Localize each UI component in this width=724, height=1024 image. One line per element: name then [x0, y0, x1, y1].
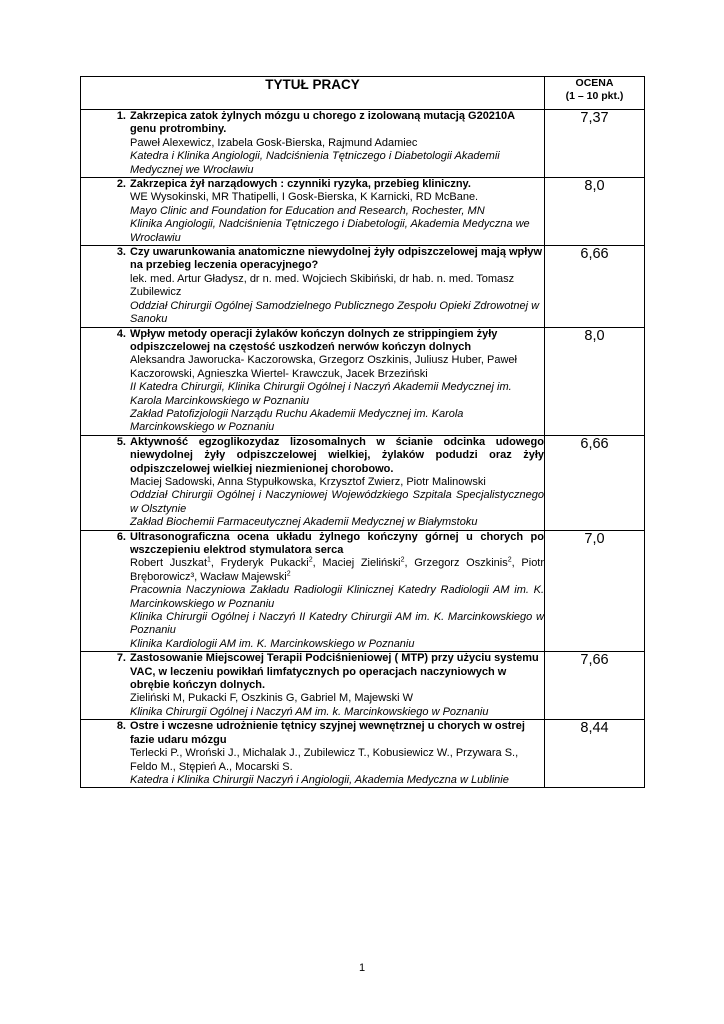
entry-affiliation: Zakład Patofizjologii Narządu Ruchu Akademii Medycznej im. Karola Marcinkowskiego w Poznaniu	[130, 407, 464, 434]
entry-number: 5.	[116, 435, 126, 448]
entry-affiliation: Klinika Chirurgii Ogólnej i Naczyń AM im. k. Marcinkowskiego w Poznaniu	[130, 705, 489, 718]
author-name: , Maciej Zieliński	[312, 557, 401, 570]
entry-affiliation: Klinika Kardiologii AM im. K. Marcinkowskiego w Poznaniu	[130, 637, 415, 650]
entry-number: 7.	[116, 652, 126, 665]
author-name: , Fryderyk Pukacki	[210, 557, 309, 570]
entry-cell	[81, 435, 545, 530]
author-name: , Grzegorz Oszkinis	[404, 557, 508, 570]
entry-number: 4.	[116, 327, 126, 340]
entry-affiliation: Mayo Clinic and Foundation for Education and Research, Rochester, MN	[130, 204, 485, 217]
evaluation-table	[80, 76, 645, 788]
table-row	[81, 178, 645, 246]
entry-authors: Zieliński M, Pukacki F, Oszkinis G, Gabriel M, Majewski W	[130, 692, 413, 705]
entry-authors: WE Wysokinski, MR Thatipelli, I Gosk-Bierska, K Karnicki, RD McBane.	[130, 191, 479, 204]
score-cell: 7,66	[545, 652, 645, 720]
score-cell: 6,66	[545, 246, 645, 327]
entry-number: 3.	[116, 246, 126, 259]
entry-authors: Terlecki P., Wroński J., Michalak J., Zubilewicz T., Kobusiewicz W., Przywara S., Feldo M., Stępień A., Mocarski S.	[130, 747, 519, 773]
entry-cell	[81, 246, 545, 327]
table-row	[81, 652, 645, 720]
entry-title: Ultrasonograficzna ocena układu żylnego kończyny górnej u chorych po wszczepieniu elektrod stymulatora serca	[130, 530, 544, 556]
table-header-row	[81, 77, 645, 110]
score-cell: 7,0	[545, 530, 645, 652]
entry-cell	[81, 327, 545, 435]
entry-affiliation: Katedra i Klinika Angiologii, Nadciśnienia Tętniczego i Diabetologii Akademii Medycznej we Wrocławiu	[130, 150, 500, 176]
entry-title: Aktywność egzoglikozydaz lizosomalnych w ścianie odcinka udowego niewydolnej żyły odpiszczelowej wielkiej, żylaków podudzi oraz żyły odpiszczelowej wielkiej niezmienionej chorobowo.	[130, 435, 544, 475]
entry-affiliation: Oddział Chirurgii Ogólnej i Naczyniowej Wojewódzkiego Szpitala Specjalistycznego w Olsztynie	[130, 489, 544, 515]
entry-title: Ostre i wczesne udrożnienie tętnicy szyjnej wewnętrznej u chorych w ostrej fazie udaru mózgu	[130, 720, 525, 746]
entry-cell	[81, 720, 545, 788]
entry-authors	[130, 557, 544, 584]
author-affiliation-mark: 1	[207, 556, 211, 564]
author-affiliation-mark: 2	[308, 556, 313, 564]
entry-number: 1.	[116, 110, 126, 122]
score-cell: 6,66	[545, 435, 645, 530]
entry-affiliation: Klinika Chirurgii Ogólnej i Naczyń II Katedry Chirurgii AM im. K. Marcinkowskiego w Poznaniu	[130, 611, 544, 637]
score-cell: 8,0	[545, 178, 645, 246]
score-column-header	[545, 77, 645, 110]
entry-cell	[81, 110, 545, 178]
author-name: , Piotr Bręborowicz³, Wacław Majewski	[130, 557, 545, 583]
entry-title: Zastosowanie Miejscowej Terapii Podciśnieniowej ( MTP) przy użyciu systemu VAC, w leczeniu powikłań limfatycznych po operacjach naczyniowych w obrębie kończyn dolnych.	[130, 652, 539, 692]
page-number: 1	[358, 962, 366, 974]
author-affiliation-mark: 2	[507, 556, 512, 564]
entry-cell	[81, 530, 545, 652]
table-row	[81, 246, 645, 327]
entry-number: 8.	[116, 720, 126, 733]
score-header-line2: (1 – 10 pkt.)	[565, 90, 624, 102]
author-affiliation-mark: 2	[400, 556, 405, 564]
title-column-header: TYTUŁ PRACY	[81, 77, 545, 110]
entry-authors: Paweł Alexewicz, Izabela Gosk-Bierska, Rajmund Adamiec	[130, 136, 418, 149]
score-header-line1: OCENA	[575, 77, 614, 89]
entry-authors: Maciej Sadowski, Anna Stypułkowska, Krzysztof Zwierz, Piotr Malinowski	[130, 475, 486, 488]
entry-cell	[81, 178, 545, 246]
entry-affiliation: Katedra i Klinika Chirurgii Naczyń i Angiologii, Akademia Medyczna w Lublinie	[130, 773, 509, 786]
entry-affiliation: II Katedra Chirurgii, Klinika Chirurgii Ogólnej i Naczyń Akademii Medycznej im. Karola Marcinkowskiego w Poznaniu	[130, 381, 512, 407]
entry-title: Zakrzepica żył narządowych : czynniki ryzyka, przebieg kliniczny.	[130, 178, 471, 191]
entry-affiliation: Oddział Chirurgii Ogólnej Samodzielnego Publicznego Zespołu Opieki Zdrowotnej w Sanoku	[130, 299, 540, 326]
author-name: Robert Juszkat	[130, 557, 208, 570]
author-affiliation-mark: 2	[286, 570, 291, 578]
table-body	[81, 110, 645, 788]
table-row	[81, 435, 645, 530]
entry-affiliation: Pracownia Naczyniowa Zakładu Radiologii Klinicznej Katedry Radiologii AM im. K. Marcinkowskiego w Poznaniu	[130, 584, 544, 610]
entry-affiliation: Zakład Biochemii Farmaceutycznej Akademii Medycznej w Białymstoku	[130, 516, 478, 529]
score-cell: 8,44	[545, 720, 645, 788]
table-row	[81, 720, 645, 788]
entry-number: 2.	[116, 178, 126, 191]
score-cell: 7,37	[545, 110, 645, 178]
entry-title: Zakrzepica zatok żylnych mózgu u chorego z izolowaną mutacją G20210A genu protrombiny.	[130, 110, 515, 136]
entry-authors: lek. med. Artur Gładysz, dr n. med. Wojciech Skibiński, dr hab. n. med. Tomasz Zubilewicz	[130, 272, 515, 299]
table-row	[81, 110, 645, 178]
table-row	[81, 327, 645, 435]
entry-number: 6.	[116, 530, 126, 543]
entry-authors: Aleksandra Jaworucka- Kaczorowska, Grzegorz Oszkinis, Juliusz Huber, Paweł Kaczorowski, Agnieszka Wiertel- Krawczuk, Jacek Brzeziński	[130, 354, 517, 380]
table-row	[81, 530, 645, 652]
entry-title: Wpływ metody operacji żylaków kończyn dolnych ze strippingiem żyły odpiszczelowej na częstość uszkodzeń nerwów kończyn dolnych	[130, 327, 498, 353]
score-cell: 8,0	[545, 327, 645, 435]
entry-title: Czy uwarunkowania anatomiczne niewydolnej żyły odpiszczelowej mają wpływ na przebieg leczenia operacyjnego?	[130, 246, 542, 272]
entry-cell	[81, 652, 545, 720]
entry-affiliation: Klinika Angiologii, Nadciśnienia Tętniczego i Diabetologii, Akademia Medyczna we Wrocławiu	[130, 218, 530, 244]
